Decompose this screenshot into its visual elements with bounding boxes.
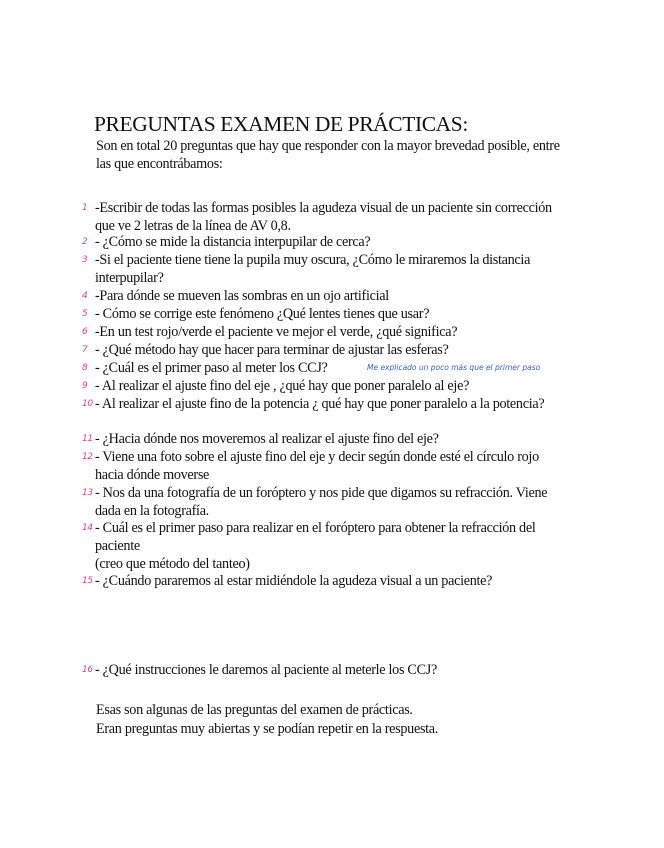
question-number: 12 xyxy=(82,452,93,462)
question-number: 11 xyxy=(82,434,93,444)
question-text: - ¿Qué instrucciones le daremos al paciente al meterle los CCJ? xyxy=(95,662,437,678)
question-text: - Viene una foto sobre el ajuste fino del eje y decir según donde esté el círculo rojo hacia dónde moverse xyxy=(95,449,539,483)
question-item xyxy=(82,341,565,359)
question-text: -Para dónde se mueven las sombras en un ojo artificial xyxy=(95,288,389,304)
question-number: 6 xyxy=(82,327,88,337)
question-text: - ¿Cuándo pararemos al estar midiéndole la agudeza visual a un paciente? xyxy=(95,573,493,589)
question-number: 4 xyxy=(82,291,88,301)
question-text: -En un test rojo/verde el paciente ve mejor el verde, ¿qué significa? xyxy=(95,324,458,340)
closing-paragraph xyxy=(96,701,438,739)
question-number: 15 xyxy=(82,576,93,586)
question-text: - Al realizar el ajuste fino del eje , ¿qué hay que poner paralelo al eje? xyxy=(95,378,470,394)
question-number: 2 xyxy=(82,237,88,247)
question-item xyxy=(82,484,565,520)
question-text: - ¿Hacia dónde nos moveremos al realizar el ajuste fino del eje? xyxy=(95,431,439,447)
question-item xyxy=(82,287,565,305)
question-text: - Cómo se corrige este fenómeno ¿Qué lentes tienes que usar? xyxy=(95,306,430,322)
question-item xyxy=(82,323,565,341)
handwritten-note: Me explicado un poco más que el primer paso xyxy=(367,363,541,372)
page-title: PREGUNTAS EXAMEN DE PRÁCTICAS: xyxy=(94,112,468,136)
question-number: 10 xyxy=(82,399,93,409)
question-item xyxy=(82,251,565,287)
closing-line: Esas son algunas de las preguntas del examen de prácticas. xyxy=(96,702,413,718)
question-item xyxy=(82,233,565,251)
question-item xyxy=(82,430,565,448)
question-text: - Al realizar el ajuste fino de la potencia ¿ qué hay que poner paralelo a la potencia? xyxy=(95,396,545,412)
question-text: -Escribir de todas las formas posibles la agudeza visual de un paciente sin corrección que ve 2 letras de la línea de AV 0,8. xyxy=(95,200,552,234)
question-number: 14 xyxy=(82,523,93,533)
question-text: - Nos da una fotografía de un foróptero y nos pide que digamos su refracción. Viene dada en la fotografía. xyxy=(95,485,548,519)
intro-paragraph: Son en total 20 preguntas que hay que responder con la mayor brevedad posible, entre las que encontrábamos: xyxy=(96,138,560,172)
question-item xyxy=(82,305,565,323)
question-number: 3 xyxy=(82,255,88,265)
question-text: - Cuál es el primer paso para realizar en el foróptero para obtener la refracción del paciente (creo que método del tanteo) xyxy=(95,520,536,572)
question-item xyxy=(82,395,565,413)
question-item xyxy=(82,661,565,679)
question-text: - ¿Qué método hay que hacer para terminar de ajustar las esferas? xyxy=(95,342,449,358)
question-number: 8 xyxy=(82,363,88,373)
question-number: 16 xyxy=(82,665,93,675)
question-item xyxy=(82,572,565,590)
question-number: 1 xyxy=(82,203,88,213)
question-number: 7 xyxy=(82,345,88,355)
question-number: 9 xyxy=(82,381,88,391)
question-item xyxy=(82,199,565,235)
question-number: 13 xyxy=(82,488,93,498)
question-text: - ¿Cómo se mide la distancia interpupilar de cerca? xyxy=(95,234,371,250)
question-item xyxy=(82,519,565,573)
closing-line: Eran preguntas muy abiertas y se podían repetir en la respuesta. xyxy=(96,721,439,737)
question-item xyxy=(82,377,565,395)
question-text: -Si el paciente tiene tiene la pupila muy oscura, ¿Cómo le miraremos la distancia interpupilar? xyxy=(95,252,531,286)
question-number: 5 xyxy=(82,309,88,319)
question-item xyxy=(82,448,565,484)
question-text: - ¿Cuál es el primer paso al meter los CCJ? xyxy=(95,360,328,376)
